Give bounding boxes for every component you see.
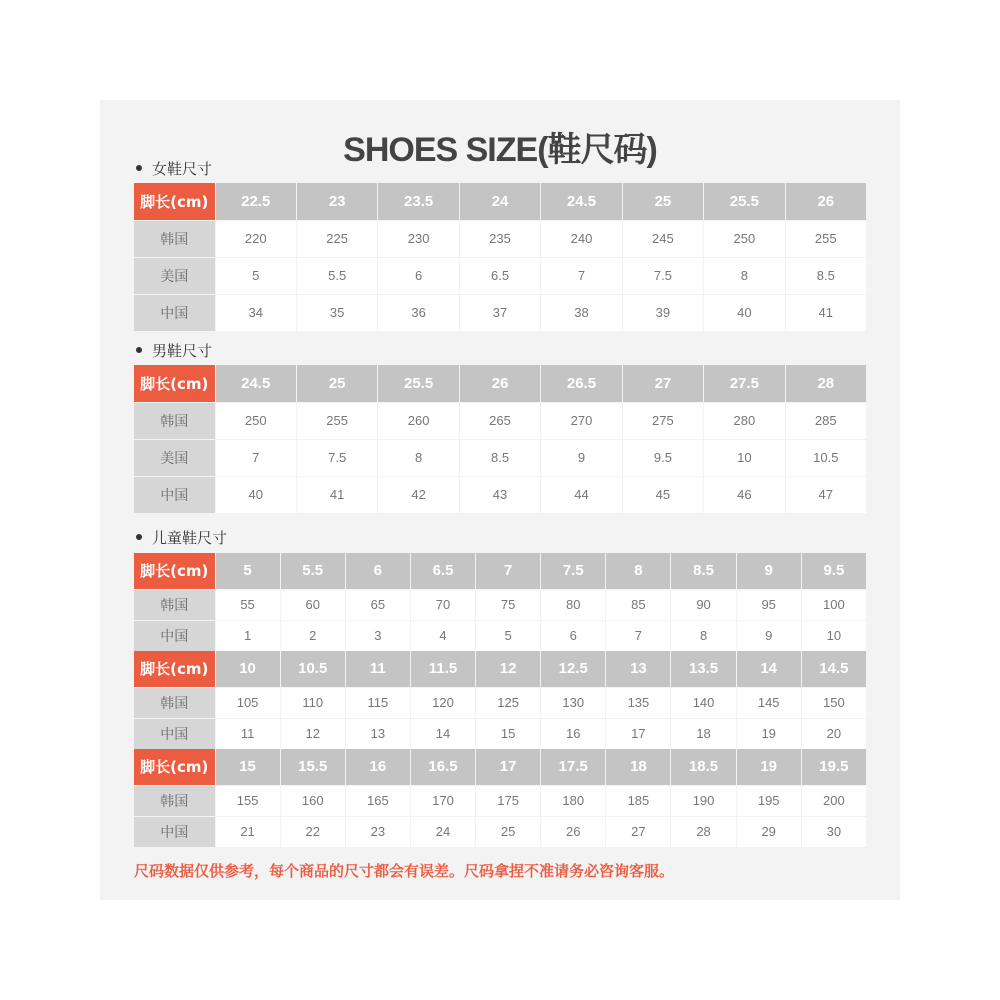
- size-cell: 41: [785, 294, 866, 331]
- size-cell: 240: [541, 220, 622, 257]
- size-cell: 40: [215, 476, 296, 513]
- foot-length-cell: 7.5: [541, 553, 606, 589]
- size-cell: 235: [459, 220, 540, 257]
- kids-size-table-1: [134, 553, 867, 652]
- foot-length-cell: 5.5: [280, 553, 345, 589]
- size-cell: 8.5: [785, 257, 866, 294]
- size-cell: 1: [215, 620, 280, 651]
- size-cell: 21: [215, 816, 280, 847]
- page-title: SHOES SIZE(鞋尺码): [343, 131, 657, 169]
- size-cell: 100: [801, 589, 866, 620]
- size-cell: 225: [296, 220, 377, 257]
- size-cell: 80: [541, 589, 606, 620]
- size-cell: 150: [801, 687, 866, 718]
- size-cell: 41: [296, 476, 377, 513]
- foot-length-cell: 5: [215, 553, 280, 589]
- size-cell: 46: [704, 476, 785, 513]
- size-cell: 10: [801, 620, 866, 651]
- foot-length-cell: 16.5: [410, 749, 475, 785]
- foot-length-cell: 15.5: [280, 749, 345, 785]
- size-cell: 175: [476, 785, 541, 816]
- size-cell: 28: [671, 816, 736, 847]
- kids-section-heading: [136, 527, 227, 548]
- foot-length-cell: 8.5: [671, 553, 736, 589]
- size-cell: 7: [541, 257, 622, 294]
- size-cell: 65: [345, 589, 410, 620]
- foot-length-cell: 23.5: [378, 183, 459, 220]
- size-cell: 115: [345, 687, 410, 718]
- size-cell: 30: [801, 816, 866, 847]
- size-cell: 8.5: [459, 439, 540, 476]
- size-row: [134, 816, 867, 847]
- size-cell: 5: [215, 257, 296, 294]
- foot-length-label: 脚长(cm): [134, 183, 215, 220]
- size-cell: 7: [606, 620, 671, 651]
- foot-length-cell: 26: [785, 183, 866, 220]
- foot-length-cell: 13.5: [671, 651, 736, 687]
- size-cell: 135: [606, 687, 671, 718]
- size-cell: 8: [671, 620, 736, 651]
- size-cell: 75: [476, 589, 541, 620]
- kids-size-table-3: [134, 749, 867, 848]
- foot-length-cell: 28: [785, 365, 866, 402]
- foot-length-cell: 18.5: [671, 749, 736, 785]
- size-cell: 85: [606, 589, 671, 620]
- size-row-label: 中国: [134, 294, 215, 331]
- size-row-label: 韩国: [134, 589, 215, 620]
- size-cell: 4: [410, 620, 475, 651]
- size-cell: 20: [801, 718, 866, 749]
- foot-length-cell: 25: [622, 183, 703, 220]
- size-cell: 55: [215, 589, 280, 620]
- foot-length-cell: 10.5: [280, 651, 345, 687]
- size-cell: 155: [215, 785, 280, 816]
- size-cell: 105: [215, 687, 280, 718]
- foot-length-cell: 6.5: [410, 553, 475, 589]
- size-row: [134, 439, 867, 476]
- size-cell: 19: [736, 718, 801, 749]
- size-cell: 180: [541, 785, 606, 816]
- foot-length-cell: 11: [345, 651, 410, 687]
- foot-length-row: [134, 749, 867, 785]
- foot-length-cell: 17.5: [541, 749, 606, 785]
- size-cell: 34: [215, 294, 296, 331]
- size-cell: 9: [541, 439, 622, 476]
- size-cell: 24: [410, 816, 475, 847]
- foot-length-cell: 16: [345, 749, 410, 785]
- size-cell: 255: [296, 402, 377, 439]
- size-cell: 90: [671, 589, 736, 620]
- size-row: [134, 718, 867, 749]
- size-row: [134, 257, 867, 294]
- size-cell: 170: [410, 785, 475, 816]
- size-row: [134, 620, 867, 651]
- size-cell: 47: [785, 476, 866, 513]
- size-cell: 22: [280, 816, 345, 847]
- size-cell: 7: [215, 439, 296, 476]
- size-cell: 43: [459, 476, 540, 513]
- size-row: [134, 220, 867, 257]
- foot-length-cell: 24.5: [541, 183, 622, 220]
- men-heading-label: 男鞋尺寸: [152, 342, 213, 360]
- kids-heading-label: 儿童鞋尺寸: [152, 529, 228, 547]
- foot-length-cell: 14.5: [801, 651, 866, 687]
- foot-length-cell: 19.5: [801, 749, 866, 785]
- size-cell: 7.5: [296, 439, 377, 476]
- bullet-icon: [136, 534, 142, 540]
- size-row: [134, 687, 867, 718]
- size-row: [134, 402, 867, 439]
- size-cell: 260: [378, 402, 459, 439]
- size-cell: 130: [541, 687, 606, 718]
- size-cell: 6: [378, 257, 459, 294]
- men-size-table: [134, 365, 867, 514]
- size-cell: 16: [541, 718, 606, 749]
- size-cell: 3: [345, 620, 410, 651]
- foot-length-cell: 8: [606, 553, 671, 589]
- foot-length-cell: 15: [215, 749, 280, 785]
- size-cell: 280: [704, 402, 785, 439]
- size-cell: 5: [476, 620, 541, 651]
- size-cell: 13: [345, 718, 410, 749]
- foot-length-cell: 12.5: [541, 651, 606, 687]
- size-cell: 95: [736, 589, 801, 620]
- size-cell: 275: [622, 402, 703, 439]
- size-cell: 125: [476, 687, 541, 718]
- foot-length-row: [134, 553, 867, 589]
- foot-length-label: 脚长(cm): [134, 553, 215, 589]
- foot-length-cell: 27.5: [704, 365, 785, 402]
- foot-length-cell: 26.5: [541, 365, 622, 402]
- size-cell: 190: [671, 785, 736, 816]
- size-cell: 39: [622, 294, 703, 331]
- size-row-label: 中国: [134, 476, 215, 513]
- foot-length-cell: 13: [606, 651, 671, 687]
- size-cell: 35: [296, 294, 377, 331]
- size-cell: 37: [459, 294, 540, 331]
- foot-length-cell: 25.5: [378, 365, 459, 402]
- size-cell: 185: [606, 785, 671, 816]
- size-cell: 23: [345, 816, 410, 847]
- size-cell: 245: [622, 220, 703, 257]
- size-disclaimer-note: 尺码数据仅供参考，每个商品的尺寸都会有误差。尺码拿捏不准请务必咨询客服。: [134, 862, 675, 880]
- size-row-label: 美国: [134, 257, 215, 294]
- size-cell: 6: [541, 620, 606, 651]
- foot-length-cell: 24: [459, 183, 540, 220]
- foot-length-cell: 6: [345, 553, 410, 589]
- size-cell: 200: [801, 785, 866, 816]
- foot-length-cell: 7: [476, 553, 541, 589]
- size-row: [134, 294, 867, 331]
- size-cell: 60: [280, 589, 345, 620]
- size-row-label: 中国: [134, 620, 215, 651]
- size-cell: 44: [541, 476, 622, 513]
- size-cell: 14: [410, 718, 475, 749]
- foot-length-cell: 17: [476, 749, 541, 785]
- size-cell: 40: [704, 294, 785, 331]
- foot-length-cell: 9: [736, 553, 801, 589]
- size-cell: 17: [606, 718, 671, 749]
- foot-length-cell: 25: [296, 365, 377, 402]
- foot-length-cell: 14: [736, 651, 801, 687]
- foot-length-label: 脚长(cm): [134, 749, 215, 785]
- size-cell: 2: [280, 620, 345, 651]
- size-cell: 250: [704, 220, 785, 257]
- foot-length-cell: 24.5: [215, 365, 296, 402]
- foot-length-cell: 19: [736, 749, 801, 785]
- size-cell: 25: [476, 816, 541, 847]
- foot-length-cell: 12: [476, 651, 541, 687]
- size-cell: 160: [280, 785, 345, 816]
- size-cell: 70: [410, 589, 475, 620]
- size-cell: 12: [280, 718, 345, 749]
- size-cell: 8: [704, 257, 785, 294]
- size-cell: 195: [736, 785, 801, 816]
- size-row-label: 中国: [134, 718, 215, 749]
- size-cell: 230: [378, 220, 459, 257]
- kids-size-table-2: [134, 651, 867, 750]
- women-heading-label: 女鞋尺寸: [152, 160, 213, 178]
- size-cell: 7.5: [622, 257, 703, 294]
- foot-length-cell: 25.5: [704, 183, 785, 220]
- bullet-icon: [136, 165, 142, 171]
- foot-length-cell: 9.5: [801, 553, 866, 589]
- size-cell: 165: [345, 785, 410, 816]
- size-cell: 265: [459, 402, 540, 439]
- size-cell: 11: [215, 718, 280, 749]
- size-row-label: 韩国: [134, 220, 215, 257]
- foot-length-cell: 22.5: [215, 183, 296, 220]
- size-cell: 26: [541, 816, 606, 847]
- women-size-table: [134, 183, 867, 332]
- size-row-label: 韩国: [134, 687, 215, 718]
- foot-length-row: [134, 183, 867, 220]
- foot-length-row: [134, 651, 867, 687]
- size-cell: 38: [541, 294, 622, 331]
- size-chart-panel: [100, 100, 900, 900]
- men-section-heading: [136, 340, 212, 361]
- size-cell: 36: [378, 294, 459, 331]
- size-cell: 140: [671, 687, 736, 718]
- size-cell: 27: [606, 816, 671, 847]
- size-cell: 8: [378, 439, 459, 476]
- size-cell: 6.5: [459, 257, 540, 294]
- foot-length-label: 脚长(cm): [134, 651, 215, 687]
- foot-length-row: [134, 365, 867, 402]
- size-cell: 5.5: [296, 257, 377, 294]
- size-row-label: 韩国: [134, 785, 215, 816]
- women-section-heading: [136, 158, 212, 179]
- size-cell: 10.5: [785, 439, 866, 476]
- foot-length-cell: 23: [296, 183, 377, 220]
- foot-length-cell: 10: [215, 651, 280, 687]
- size-cell: 270: [541, 402, 622, 439]
- size-cell: 10: [704, 439, 785, 476]
- size-row: [134, 785, 867, 816]
- size-cell: 15: [476, 718, 541, 749]
- size-cell: 255: [785, 220, 866, 257]
- bullet-icon: [136, 347, 142, 353]
- foot-length-cell: 11.5: [410, 651, 475, 687]
- foot-length-cell: 26: [459, 365, 540, 402]
- size-cell: 42: [378, 476, 459, 513]
- size-cell: 145: [736, 687, 801, 718]
- size-row: [134, 589, 867, 620]
- size-cell: 220: [215, 220, 296, 257]
- size-cell: 250: [215, 402, 296, 439]
- size-cell: 9.5: [622, 439, 703, 476]
- size-cell: 45: [622, 476, 703, 513]
- foot-length-label: 脚长(cm): [134, 365, 215, 402]
- size-row-label: 韩国: [134, 402, 215, 439]
- size-row-label: 美国: [134, 439, 215, 476]
- size-cell: 29: [736, 816, 801, 847]
- size-cell: 18: [671, 718, 736, 749]
- size-cell: 285: [785, 402, 866, 439]
- foot-length-cell: 27: [622, 365, 703, 402]
- foot-length-cell: 18: [606, 749, 671, 785]
- size-row: [134, 476, 867, 513]
- size-cell: 120: [410, 687, 475, 718]
- size-cell: 110: [280, 687, 345, 718]
- size-cell: 9: [736, 620, 801, 651]
- size-row-label: 中国: [134, 816, 215, 847]
